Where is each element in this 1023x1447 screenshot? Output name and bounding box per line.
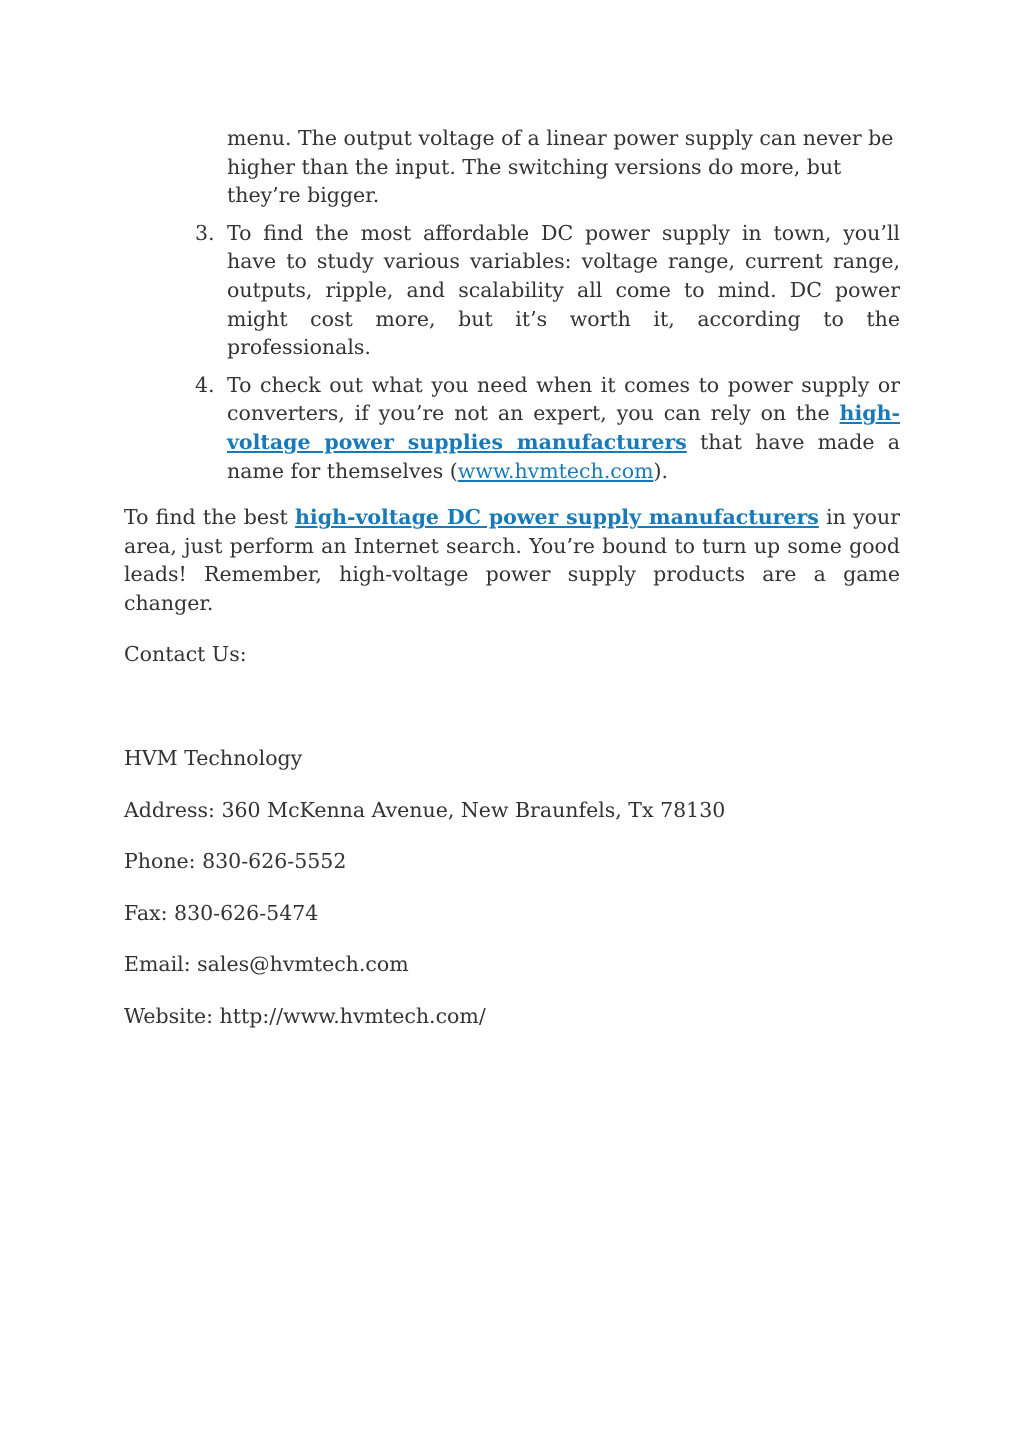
contact-heading: Contact Us:	[124, 641, 247, 666]
document-body	[124, 124, 900, 1031]
list-item-continuation	[227, 124, 900, 210]
list-item-text: menu. The output voltage of a linear power supply can never be higher than the input. The switching versions do more, but they’re bigger.	[227, 126, 894, 208]
website-line: Website: http://www.hvmtech.com/	[124, 1004, 486, 1029]
email-line: Email: sales@hvmtech.com	[124, 952, 409, 977]
list-item-text-after: ).	[653, 458, 669, 483]
dc-manufacturers-link[interactable]: high-voltage DC power supply manufacturers	[295, 505, 819, 530]
list-item-text: To find the most affordable DC power supply in town, you’ll have to study various variables: voltage range, current range, outputs, ripple, and scalability all come to mind. DC power might cost more, but it’s worth it, according to the professionals.	[227, 220, 900, 360]
address-line: Address: 360 McKenna Avenue, New Braunfels, Tx 78130	[124, 797, 726, 822]
summary-text-before: To find the best	[124, 505, 296, 530]
company-name: HVM Technology	[124, 746, 303, 771]
list-item-3	[195, 219, 900, 362]
list-number: 3.	[195, 220, 215, 245]
list-item-text-before: To check out what you need when it comes to power supply or converters, if you’re not an expert, you can rely on the	[227, 372, 900, 426]
summary-paragraph	[124, 503, 900, 617]
fax-line: Fax: 830-626-5474	[124, 900, 319, 925]
phone-line: Phone: 830-626-5552	[124, 849, 347, 874]
summary-text-after: in your area, just perform an Internet search. You’re bound to turn up some good leads! Remember, high-voltage power supply products are a game changer.	[124, 505, 901, 615]
list-item-text-middle: that have made a name for themselves (	[227, 429, 900, 483]
website-link[interactable]: www.hvmtech.com	[457, 458, 654, 483]
manufacturers-link[interactable]: high-voltage power supplies manufacturers	[227, 401, 900, 454]
list-number: 4.	[195, 372, 215, 397]
list-item-4	[195, 371, 900, 485]
numbered-list	[124, 124, 900, 485]
